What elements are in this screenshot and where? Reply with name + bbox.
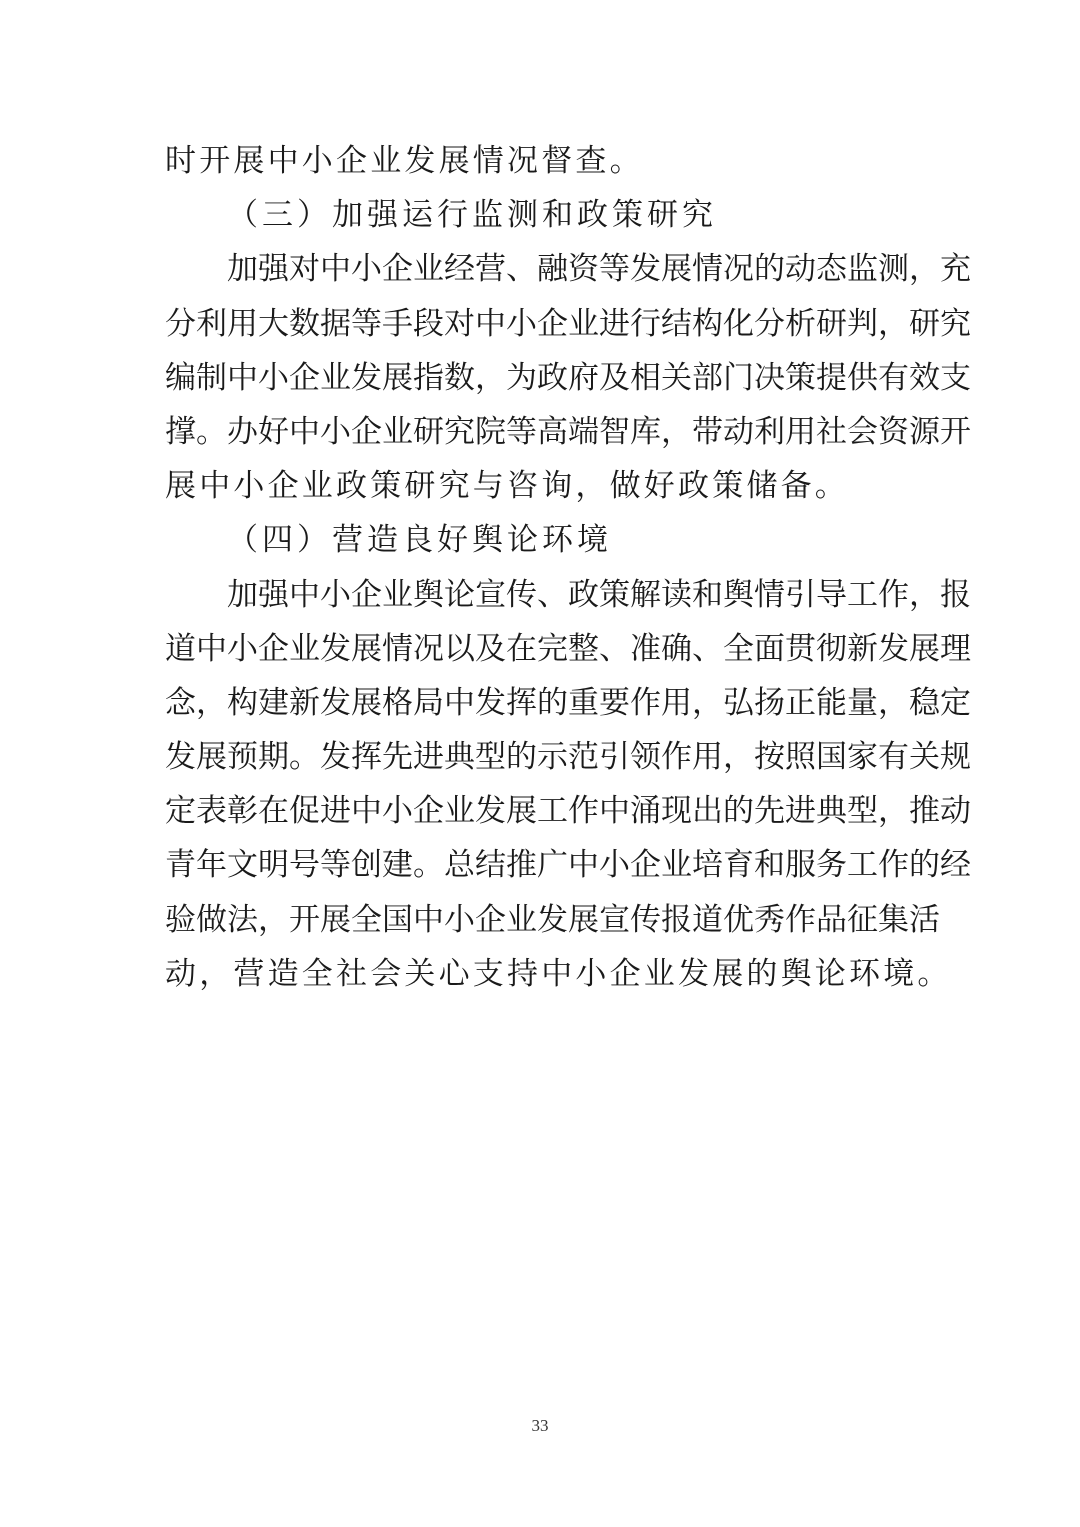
- paragraph-line: 展中小企业政策研究与咨询，做好政策储备。: [165, 468, 849, 505]
- paragraph-line: 青年文明号等创建。总结推广中小企业培育和服务工作的经: [165, 847, 971, 884]
- document-body: [165, 134, 971, 1001]
- page-number: 33: [531, 1416, 549, 1435]
- paragraph-line: 动，营造全社会关心支持中小企业发展的舆论环境。: [165, 955, 952, 992]
- section-heading: （四）营造良好舆论环境: [227, 522, 612, 559]
- paragraph-line: 编制中小企业发展指数，为政府及相关部门决策提供有效支: [165, 359, 971, 396]
- paragraph-line: 分利用大数据等手段对中小企业进行结构化分析研判，研究: [165, 305, 971, 342]
- paragraph-line: 验做法，开展全国中小企业发展宣传报道优秀作品征集活: [165, 901, 940, 938]
- paragraph-line: 道中小企业发展情况以及在完整、准确、全面贯彻新发展理: [165, 630, 971, 667]
- paragraph-line: 念，构建新发展格局中发挥的重要作用，弘扬正能量，稳定: [165, 684, 971, 721]
- paragraph-line: 发展预期。发挥先进典型的示范引领作用，按照国家有关规: [165, 739, 971, 776]
- section-heading: （三）加强运行监测和政策研究: [227, 197, 717, 234]
- paragraph-line: 加强中小企业舆论宣传、政策解读和舆情引导工作，报: [227, 576, 971, 613]
- paragraph-line: 定表彰在促进中小企业发展工作中涌现出的先进典型，推动: [165, 793, 971, 830]
- paragraph-line: 撑。办好中小企业研究院等高端智库，带动利用社会资源开: [165, 413, 971, 450]
- paragraph-line: 时开展中小企业发展情况督查。: [165, 143, 644, 179]
- paragraph-line: 加强对中小企业经营、融资等发展情况的动态监测，充: [227, 251, 971, 288]
